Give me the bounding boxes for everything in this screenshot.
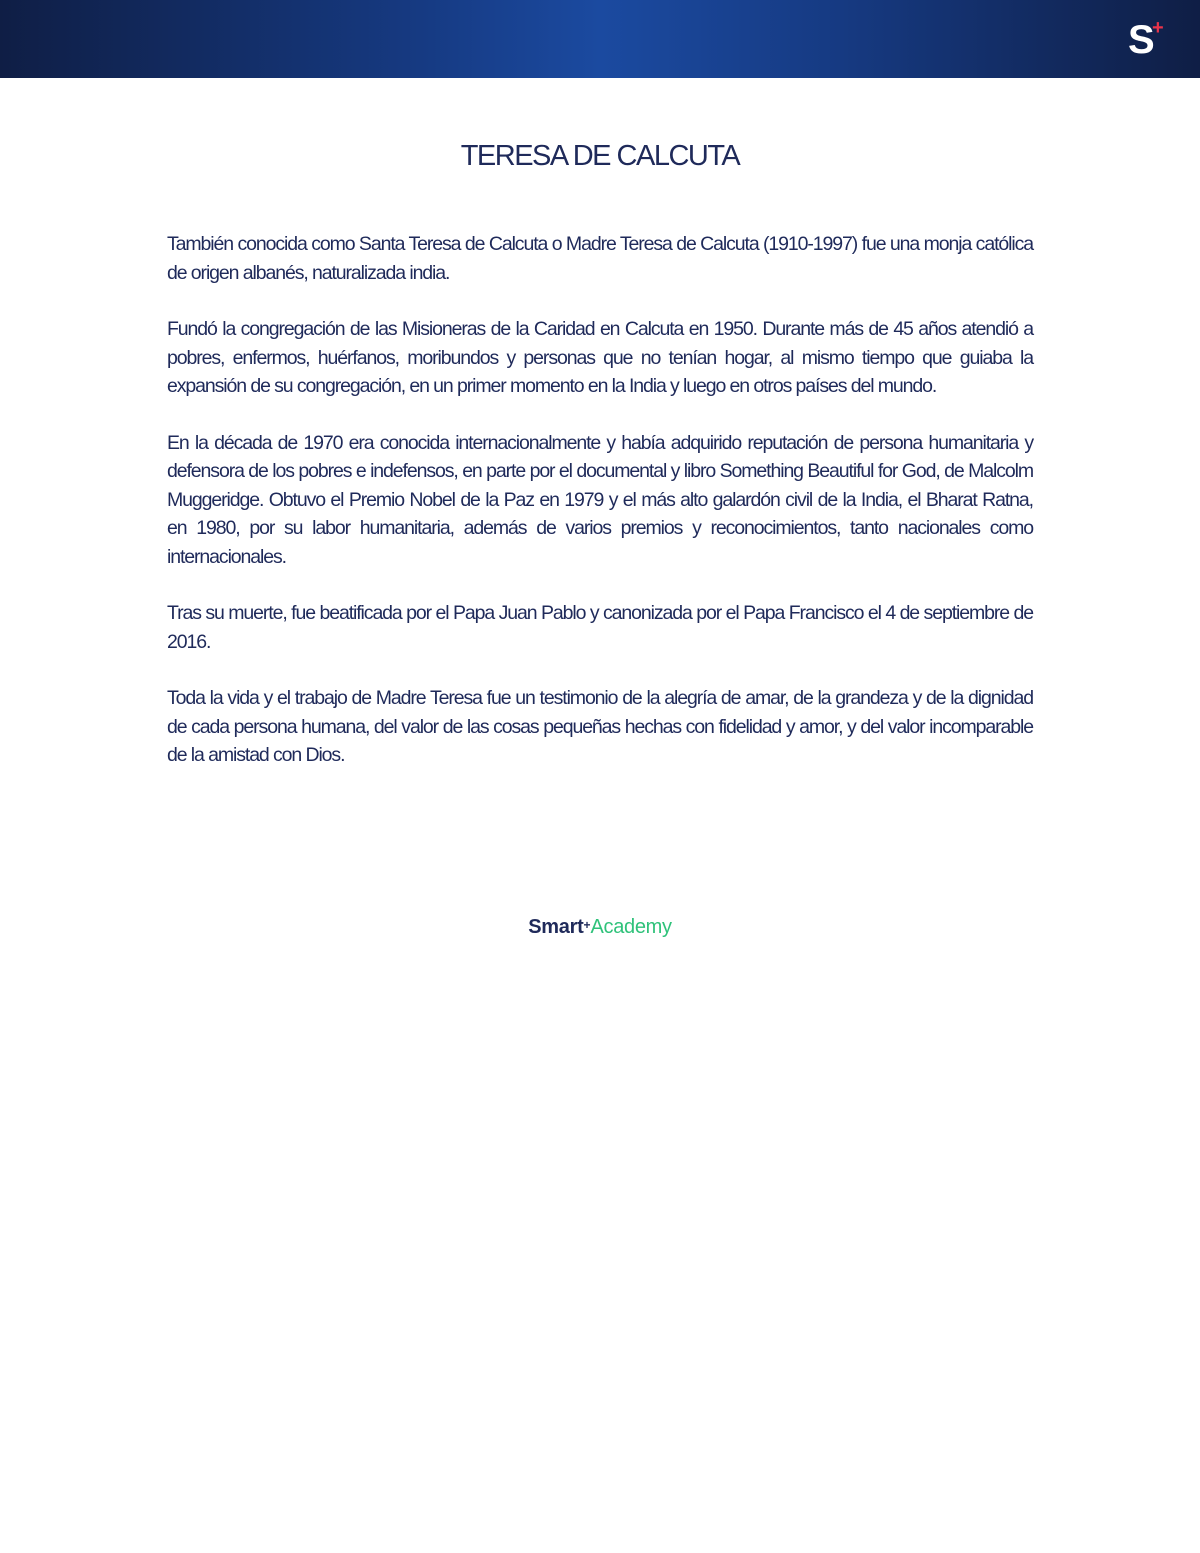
paragraph-5: Toda la vida y el trabajo de Madre Teresa fue un testimonio de la alegría de amar, de la grandeza y de la dignidad de cada persona humana, del valor de las cosas pequeñas hechas con fidelidad y amor, y del valor incomparable de la amistad con Dios. xyxy=(167,687,1033,766)
document-title: TERESA DE CALCUTA xyxy=(460,140,740,172)
footer-brand-logo xyxy=(0,913,1200,941)
paragraph-4: Tras su muerte, fue beatificada por el Papa Juan Pablo y canonizada por el Papa Francisco el 4 de septiembre de 2016. xyxy=(167,602,1033,653)
header-band xyxy=(0,0,1200,78)
paragraph-3: En la década de 1970 era conocida internacionalmente y había adquirido reputación de persona humanitaria y defensora de los pobres e indefensos, en parte por el documental y libro Something Beautiful for God, de Malcolm Muggeridge. Obtuvo el Premio Nobel de la Paz en 1979 y el más alto galardón civil de la India, el Bharat Ratna, en 1980, por su labor humanitaria, además de varios premios y reconocimientos, tanto nacionales como internacionales. xyxy=(167,431,1033,568)
brand-logo-icon xyxy=(1128,18,1172,62)
brand-plus-icon: + xyxy=(583,918,591,932)
paragraph-1: También conocida como Santa Teresa de Calcuta o Madre Teresa de Calcuta (1910-1997) fue una monja católica de origen albanés, naturalizada india. xyxy=(167,233,1033,284)
paragraph-2: Fundó la congregación de las Misioneras de la Caridad en Calcuta en 1950. Durante más de 45 años atendió a pobres, enfermos, huérfanos, moribundos y personas que no tenían hogar, al mismo tiempo que guiaba la expansión de su congregación, en un primer momento en la India y luego en otros países del mundo. xyxy=(167,318,1033,397)
brand-smart-text: Smart xyxy=(528,916,584,938)
document-body xyxy=(167,230,1033,798)
logo-letter: S xyxy=(1128,18,1155,62)
logo-plus-icon: + xyxy=(1152,17,1164,39)
brand-academy-text: Academy xyxy=(590,916,672,938)
